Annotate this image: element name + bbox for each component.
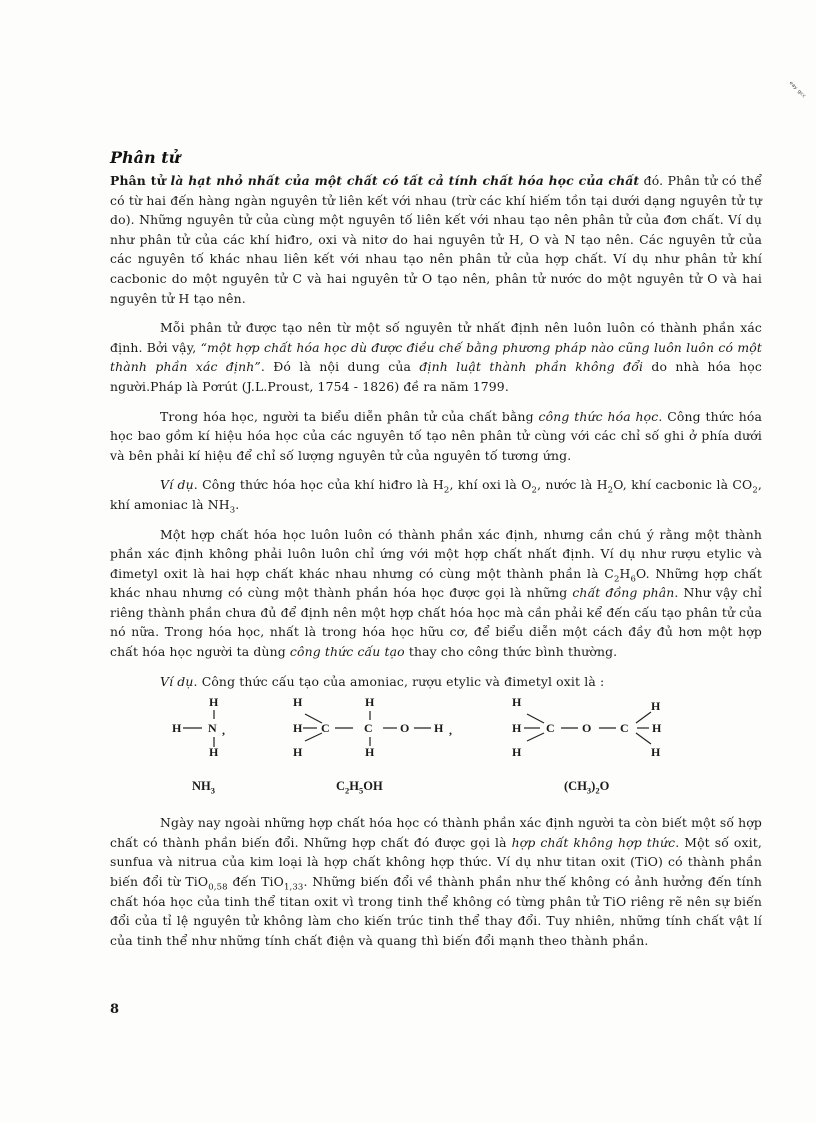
text-run: .	[235, 496, 240, 512]
term-chemical-formula: công thức hóa học	[538, 408, 659, 424]
label-text: H	[349, 779, 360, 794]
atom-n: N	[208, 721, 217, 736]
text-run: O, khí cacbonic là CO	[613, 477, 753, 493]
subscript: 3	[210, 785, 215, 796]
atom-h: H	[512, 695, 522, 710]
text-run: thay cho công thức bình thường.	[404, 644, 618, 660]
law-quote: “một hợp chất hóa học dù được điều chế bằng phương pháp nào cũng luôn luôn có một thành phần xác định”	[110, 339, 762, 375]
atom-c: C	[546, 721, 555, 736]
subscript: 2	[595, 785, 600, 796]
label-text: OH	[363, 779, 383, 794]
text-run: . Đó là nội dung của	[260, 359, 420, 375]
atom-h: H	[434, 721, 444, 736]
atom-h: H	[512, 745, 522, 760]
label-ch3-2o	[564, 779, 609, 794]
text-run: , nước là H	[537, 477, 608, 493]
example-label: Ví dụ	[160, 477, 194, 493]
text-run: Mỗi phân tử được tạo nên từ một số nguyên tử nhất định nên luôn luôn có thành phần xác định. Bởi vậy,	[110, 320, 762, 355]
atom-o: O	[400, 721, 410, 736]
label-text: O	[599, 779, 610, 794]
subscript: 1,33	[283, 882, 304, 893]
subscript: 2	[531, 485, 538, 496]
text-run: đến TiO	[227, 874, 284, 890]
atom-h: H	[293, 695, 303, 710]
text-run: . Như vậy chỉ riêng thành phần chưa đủ để định nên một hợp chất hóa học mà cần phải kể đến cấu tạo phân tử của nó nữa. Trong hóa học, nhất là trong hóa học hữu cơ, để biểu diễn một cách đầy đủ hơn một hợp chất hóa học người ta dùng	[110, 585, 763, 660]
label-text: (CH	[564, 779, 587, 794]
label-text: NH	[192, 779, 211, 794]
label-text: C	[336, 779, 346, 794]
paragraph-definition	[110, 171, 762, 308]
text-run: H	[619, 565, 631, 581]
term-structural-formula: công thức cấu tạo	[289, 644, 405, 660]
text-run: , khí oxi là O	[449, 477, 532, 493]
subscript: 5	[359, 785, 364, 796]
atom-c: C	[364, 721, 373, 736]
section-title: Phân tử	[110, 148, 181, 167]
atom-h: H	[209, 745, 219, 760]
law-name: định luật thành phần không đổi	[419, 359, 644, 375]
term-isomers: chất đồng phân	[572, 585, 675, 601]
atom-h: H	[365, 745, 375, 760]
comma: ,	[222, 723, 225, 738]
paragraph-isomers	[110, 525, 762, 662]
label-c2h5oh	[336, 779, 383, 794]
text-run: do nhà hóa học người.Pháp là Pơrút (J.L.Proust, 1754 - 1826) đề ra năm 1799.	[110, 359, 762, 394]
text-run: Ngày nay ngoài những hợp chất hóa học có thành phần xác định người ta còn biết một số hợp chất có thành phần biến đổi. Những hợp chất đó được gọi là	[110, 815, 762, 850]
definition-emphasis: là hạt nhỏ nhất của một chất có tất cả tính chất hóa học của chất	[165, 173, 640, 188]
label-text: )	[591, 779, 596, 794]
subscript: 2	[752, 485, 758, 496]
text-run: O. Những hợp chất khác nhau nhưng có cùng một thành phần hóa học được gọi là những	[110, 565, 762, 601]
subscript: 2	[607, 485, 614, 496]
text-run: . Công thức cấu tạo của amoniac, rượu etylic và đimetyl oxit là :	[193, 673, 605, 689]
page-content	[110, 148, 762, 950]
paragraph-text: đó. Phân tử có thể có từ hai đến hàng ngàn nguyên tử liên kết với nhau (trừ các khí hiếm tồn tại dưới dạng nguyên tử tự do). Những nguyên tử của cùng một nguyên tố liên kết với nhau tạo nên phân tử của đơn chất. Ví dụ như phân tử của các khí hiđro, oxi và nitơ do hai nguyên tử H, O và N tạo nên. Các nguyên tử của các nguyên tố khác nhau liên kết với nhau tạo nên phân tử của hợp chất. Ví dụ như phân tử khí cacbonic do một nguyên tử C và hai nguyên tử O tạo nên, phân tử nước do một nguyên tử O và hai nguyên tử H tạo nên.	[110, 173, 762, 306]
corner-stamp: ᵉᵃʸ ᵍᶜᶜ	[785, 79, 808, 102]
comma: ,	[449, 723, 452, 738]
atom-h: H	[652, 721, 662, 736]
atom-h: H	[512, 721, 522, 736]
subscript: 2	[345, 785, 350, 796]
atom-h: H	[293, 745, 303, 760]
text-run: Một hợp chất hóa học luôn luôn có thành phần xác định, nhưng cần chú ý rằng một thành phần xác định không phải luôn luôn chỉ ứng với một hợp chất nhất định. Ví dụ như rượu etylic và đimetyl oxit là hai hợp chất khác nhau nhưng có cùng một thành phần là C	[110, 526, 762, 581]
subscript: 2	[443, 485, 450, 496]
atom-h: H	[651, 745, 661, 760]
subscript: 3	[229, 505, 236, 516]
text-run: , khí amoniac là NH	[110, 477, 763, 512]
atom-c: C	[620, 721, 629, 736]
term-nonstoichiometric: hợp chất không hợp thức	[511, 834, 676, 850]
paragraph-nonstoichiometric	[110, 813, 762, 950]
subscript: 6	[630, 574, 637, 585]
paragraph-constant-composition	[110, 318, 762, 396]
subscript: 0,58	[208, 882, 228, 893]
atom-o: O	[582, 721, 592, 736]
text-run: . Những biến đổi về thành phần như thế không có ảnh hưởng đến tính chất hóa học của tinh thể titan oxit vì trong tinh thể không có từng phân tử TiO riêng rẽ nên sự biến đổi của tỉ lệ nguyên tử không làm cho kiến trúc tinh thể thay đổi. Tuy nhiên, những tính chất vật lí của tinh thể như những tính chất điện và quang thì biến đổi mạnh theo thành phần.	[110, 874, 762, 948]
label-nh3	[192, 779, 215, 794]
atom-h: H	[293, 721, 303, 736]
atom-h: H	[651, 699, 661, 714]
text-run: . Một số oxit, sunfua và nitrua của kim loại là hợp chất không hợp thức. Ví dụ như titan oxit (TiO) có thành phần biến đổi từ TiO	[110, 834, 762, 890]
page-number: 8	[110, 1002, 120, 1017]
paragraph-formula-examples	[110, 475, 762, 514]
subscript: 2	[613, 574, 620, 585]
atom-c: C	[321, 721, 330, 736]
text-run: Trong hóa học, người ta biểu diễn phân tử của chất bằng	[160, 408, 539, 424]
atom-h: H	[365, 695, 375, 710]
paragraph-chemical-formula	[110, 407, 762, 466]
subscript: 3	[586, 785, 592, 796]
atom-h: H	[209, 695, 219, 710]
term-phan-tu: Phân tử	[110, 173, 166, 188]
paragraph-structure-intro	[110, 672, 762, 692]
atom-h: H	[172, 721, 182, 736]
structural-formulas	[110, 695, 762, 799]
example-label: Ví dụ	[160, 673, 194, 689]
text-run: . Công thức hóa học của khí hiđro là H	[193, 477, 444, 493]
text-run: . Công thức hóa học bao gồm kí hiệu hóa học của các nguyên tố tạo nên phân tử cùng với các chỉ số ghi ở phía dưới và bên phải kí hiệu để chỉ số lượng nguyên tử của nguyên tố tương ứng.	[110, 408, 762, 463]
